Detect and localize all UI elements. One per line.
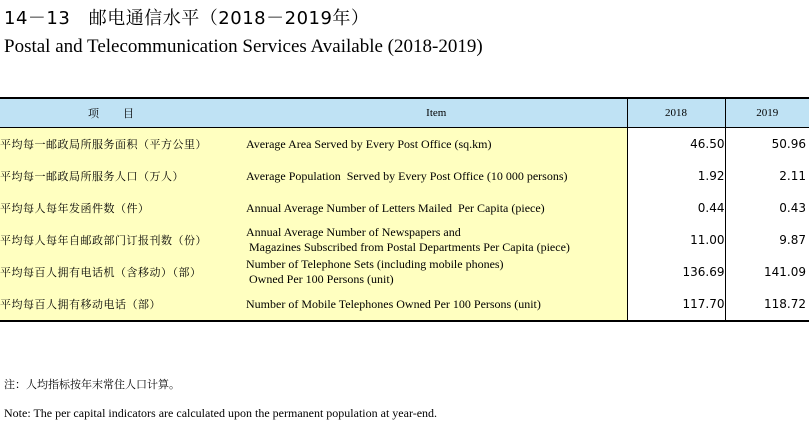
row-label-english-line: Number of Mobile Telephones Owned Per 100 Persons (unit) — [246, 296, 541, 311]
row-label-english — [246, 128, 627, 161]
value-2019: 118.72 — [725, 288, 809, 321]
row-label-english — [246, 224, 627, 256]
row-label-english-line: Annual Average Number of Newspapers and — [246, 225, 461, 239]
table-row — [0, 288, 809, 321]
row-label-english — [246, 288, 627, 321]
statistics-table — [0, 97, 809, 322]
row-label-english — [246, 160, 627, 192]
row-label-chinese: 平均每人每年自邮政部门订报刊数（份） — [0, 224, 246, 256]
value-2018: 1.92 — [627, 160, 725, 192]
row-label-chinese: 平均每百人拥有电话机（含移动）（部） — [0, 256, 246, 288]
table-row — [0, 256, 809, 288]
value-2019: 141.09 — [725, 256, 809, 288]
value-2019: 2.11 — [725, 160, 809, 192]
value-2019: 0.43 — [725, 192, 809, 224]
page-title-english: Postal and Telecommunication Services Available (2018-2019) — [4, 36, 483, 57]
value-2018: 46.50 — [627, 128, 725, 161]
value-2018: 11.00 — [627, 224, 725, 256]
table-row — [0, 192, 809, 224]
table-row — [0, 224, 809, 256]
row-label-english — [246, 256, 627, 288]
row-label-chinese: 平均每一邮政局所服务面积（平方公里） — [0, 128, 246, 161]
table-header-row — [0, 98, 809, 128]
row-label-chinese: 平均每一邮政局所服务人口（万人） — [0, 160, 246, 192]
value-2018: 0.44 — [627, 192, 725, 224]
header-year-2018: 2018 — [627, 98, 725, 128]
row-label-english-line: Number of Telephone Sets (including mobile phones) — [246, 257, 504, 271]
header-item-chinese: 项目 — [0, 98, 246, 128]
value-2018: 117.70 — [627, 288, 725, 321]
row-label-english-line: Magazines Subscribed from Postal Departments Per Capita (piece) — [246, 240, 570, 254]
row-label-english-line: Average Area Served by Every Post Office (sq.km) — [246, 136, 492, 151]
header-item-english: Item — [246, 98, 627, 128]
table-row — [0, 160, 809, 192]
table-body — [0, 128, 809, 322]
footnote-chinese: 注：人均指标按年末常住人口计算。 — [4, 378, 180, 391]
row-label-english-line: Average Population Served by Every Post Office (10 000 persons) — [246, 168, 568, 183]
value-2019: 9.87 — [725, 224, 809, 256]
value-2018: 136.69 — [627, 256, 725, 288]
header-year-2019: 2019 — [725, 98, 809, 128]
table-row — [0, 128, 809, 161]
footnote-english: Note: The per capital indicators are calculated upon the permanent population at year-end. — [4, 406, 438, 420]
row-label-english-line: Owned Per 100 Persons (unit) — [246, 272, 394, 286]
value-2019: 50.96 — [725, 128, 809, 161]
row-label-chinese: 平均每人每年发函件数（件） — [0, 192, 246, 224]
page-title-chinese: 14－13 邮电通信水平（2018－2019年） — [4, 8, 370, 29]
row-label-english — [246, 192, 627, 224]
row-label-english-line: Annual Average Number of Letters Mailed Per Capita (piece) — [246, 200, 545, 215]
row-label-chinese: 平均每百人拥有移动电话（部） — [0, 288, 246, 321]
